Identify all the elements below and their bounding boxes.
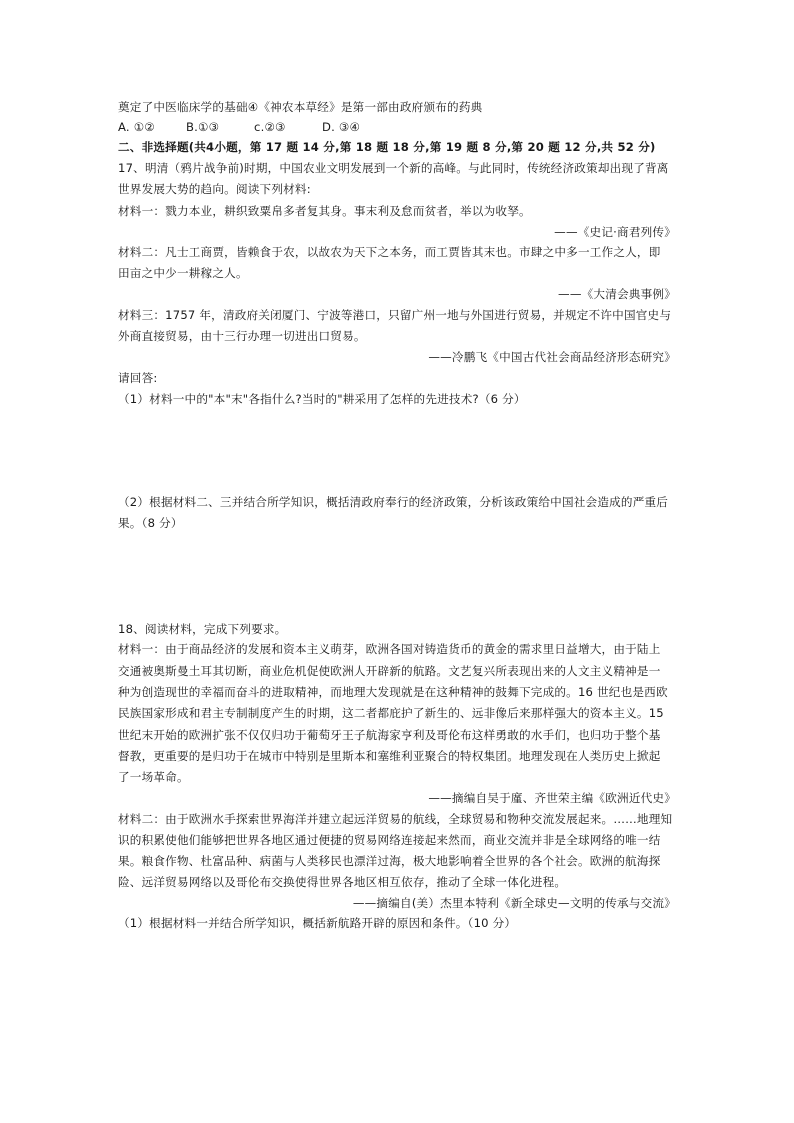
- q18-material-1-line-2: 交通被奥斯曼土耳其切断，商业危机促使欧洲人开辟新的航路。文艺复兴所表现出来的人文主义精神是一: [118, 664, 661, 678]
- q17-material-2-source: ——《大清会典事例》: [558, 287, 676, 301]
- q17-question-2-line-1: （2）根据材料二、三并结合所学知识，概括清政府奉行的经济政策，分析该政策给中国社会造成的严重后: [118, 495, 669, 509]
- q17-material-3-line-2: 外商直接贸易，由十三行办理一切进出口贸易。: [118, 329, 366, 343]
- q18-material-2-line-2: 识的积累使他们能够把世界各地区通过便捷的贸易网络连接起来然而，商业交流并非是全球网络的唯一结: [118, 833, 661, 847]
- prev-question-options: [118, 119, 676, 135]
- q17-material-3-line-1: 材料三：1757 年，清政府关闭厦门、宁波等港口，只留广州一地与外国进行贸易，并规定不许中国官史与: [118, 308, 672, 322]
- option-d: D. ③④: [322, 120, 361, 134]
- q17-ask: 请回答:: [118, 371, 158, 385]
- q18-material-2-line-3: 果。粮食作物、杜富品种、病菌与人类移民也漂洋过海，极大地影响着全世界的各个社会。欧洲的航海探: [118, 854, 661, 868]
- q17-question-2-line-2: 果。（8 分）: [118, 516, 183, 530]
- q18-material-1-source: ——摘编自吴于廑、齐世荣主编《欧洲近代史》: [428, 791, 676, 805]
- q17-intro-line-2: 世界发展大势的趋向。阅读下列材料:: [118, 182, 311, 196]
- q18-material-1-line-6: 督教，更重要的是归功于在城市中特别是里斯本和塞维利亚聚合的特权集团。地理发现在人类历史上掀起: [118, 749, 661, 763]
- q17-question-1: （1）材料一中的"本"末"各指什么?当时的"耕采用了怎样的先进技术?（6 分）: [118, 392, 526, 406]
- q18-material-2-source: ——摘编自(美）杰里本特利《新全球史—文明的传承与交流》: [352, 896, 676, 910]
- q17-material-1-source: ——《史记·商君列传》: [554, 225, 676, 239]
- q17-material-2-line-1: 材料二：凡士工商贾，皆赖食于农，以故农为天下之本务，而工贾皆其末也。市肆之中多一工作之人，即: [118, 245, 661, 259]
- q18-material-1-line-3: 种为创造现世的幸福而奋斗的进取精神，而地理大发现就是在这种精神的鼓舞下完成的。16 世纪也是西欧: [118, 685, 668, 699]
- q18-material-1-line-1: 材料一：由于商品经济的发展和资本主义萌芽，欧洲各国对铸造货币的黄金的需求里日益增大，由于陆上: [118, 642, 661, 656]
- q17-material-2-line-2: 田亩之中少一耕稼之人。: [118, 266, 248, 280]
- q17-material-1: 材料一：戮力本业，耕织致粟帛多者复其身。事末利及怠而贫者，举以为收孥。: [118, 204, 531, 218]
- q18-intro: 18、阅读材料，完成下列要求。: [118, 622, 287, 636]
- option-b: B.①③: [186, 120, 220, 134]
- q18-material-1-line-5: 世纪末开始的欧洲扩张不仅仅归功于葡萄牙王子航海家亨利及哥伦布这样勇敢的水手们，也归功于整个基: [118, 728, 661, 742]
- q18-material-1-line-4: 民族国家形成和君主专制制度产生的时期，这二者都庇护了新生的、远非像后来那样强大的资本主义。15: [118, 706, 664, 720]
- option-a: A. ①②: [118, 120, 155, 134]
- q18-question-1: （1）根据材料一并结合所学知识，概括新航路开辟的原因和条件。（10 分）: [118, 916, 517, 930]
- q18-material-2-line-1: 材料二：由于欧洲水手探索世界海洋并建立起远洋贸易的航线，全球贸易和物种交流发展起来。……地理知: [118, 812, 673, 826]
- q18-material-2-line-4: 险、远洋贸易网络以及哥伦布交换使得世界各地区相互依存，推动了全球一体化进程。: [118, 875, 567, 889]
- q17-material-3-source: ——冷鹏飞《中国古代社会商品经济形态研究》: [428, 350, 676, 364]
- option-c: c.②③: [254, 120, 286, 134]
- section-title: 二、非选择题(共4小题，第 17 题 14 分,第 18 题 18 分,第 19 题 8 分,第 20 题 12 分,共 52 分): [118, 140, 656, 154]
- q17-intro-line-1: 17、明清（鸦片战争前)时期，中国农业文明发展到一个新的高峰。与此同时，传统经济政策却出现了背离: [118, 161, 669, 175]
- q18-material-1-line-7: 了一场革命。: [118, 770, 189, 784]
- prev-question-line: 奠定了中医临床学的基础④《神农本草经》是第一部由政府颁布的药典: [118, 100, 483, 114]
